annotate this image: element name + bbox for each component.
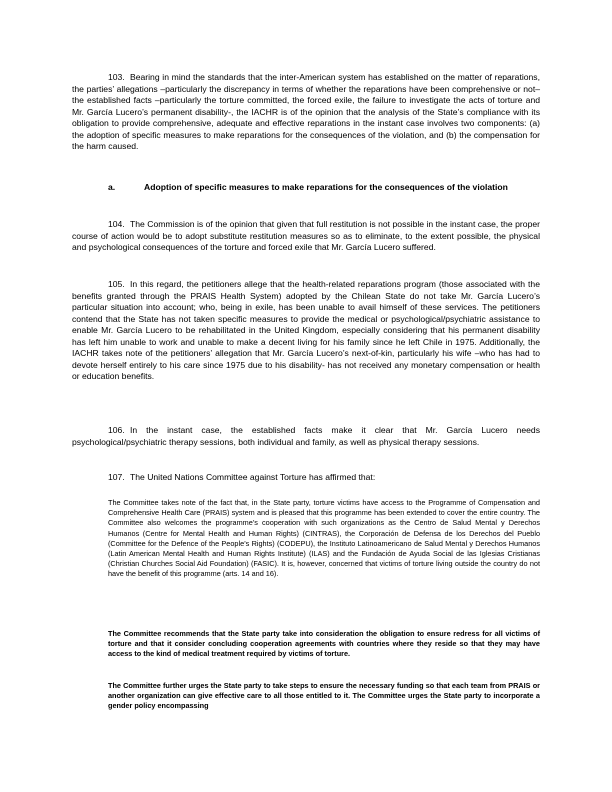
paragraph-number: 105. — [108, 279, 125, 289]
paragraph-text: The United Nations Committee against Torture has affirmed that: — [130, 472, 376, 482]
paragraph-text: Bearing in mind the standards that the inter-American system has established on the matter of reparations, the parties’ allegations –particularly the discrepancy in terms of whether the reparations have been comprehensive or not– the established facts –particularly the torture committed, the forced exile, the failure to investigate the acts of torture and Mr. García Lucero’s permanent disability-, the IACHR is of the opinion that the analysis of the State’s compliance with its obligation to provide comprehensive, adequate and effective reparations in the instant case involves two components: (a) the adoption of specific measures to make reparations for the consequences of the violation, and (b) the compensation for the harm caused. — [72, 72, 540, 151]
paragraph-104 — [72, 219, 540, 254]
paragraph-number: 107. — [108, 472, 125, 482]
paragraph-text: In the instant case, the established facts make it clear that Mr. García Lucero needs psychological/psychiatric therapy sessions, both individual and family, as well as physical therapy sessions. — [72, 425, 540, 447]
subheading-text: Adoption of specific measures to make reparations for the consequences of the violation — [144, 182, 508, 192]
subheading-letter: a. — [108, 182, 116, 192]
paragraph-number: 106. — [108, 425, 125, 435]
block-quote-1: The Committee takes note of the fact that, in the State party, torture victims have access to the Programme of Compensation and Comprehensive Health Care (PRAIS) system and is pleased that this programme has been extended to cover the entire country. The Committee also welcomes the programme’s cooperation with such organizations as the Centro de Salud Mental y Derechos Humanos (Centre for Mental Health and Human Rights) (CINTRAS), the Corporación de Defensa de los Derechos del Pueblo (Committee for the Defence of the People’s Rights) (CODEPU), the Instituto Latinoamericano de Salud Mental y Derechos Humanos (Latin American Mental Health and Human Rights Institute) (ILAS) and the Fundación de Ayuda Social de las Iglesias Cristianas (Christian Churches Social Aid Foundation) (FASIC). It is, however, concerned that victims of torture living outside the country do not have the benefit of this programme (arts. 14 and 16). — [108, 498, 540, 579]
paragraph-103 — [72, 72, 540, 153]
paragraph-106 — [72, 425, 540, 448]
block-quote-2: The Committee recommends that the State party take into consideration the obligation to ensure redress for all victims of torture and that it consider concluding cooperation agreements with countries where they reside so that they may have access to the kind of medical treatment required by victims of torture. — [108, 629, 540, 659]
paragraph-text: In this regard, the petitioners allege that the health-related reparations program (those associated with the benefits granted through the PRAIS Health System) adopted by the Chilean State do not take Mr. García Lucero’s particular situation into account; who, being in exile, has been unable to avail himself of these services. The petitioners contend that the State has not taken specific measures to provide the medical or psychological/psychiatric assistance to enable Mr. García Lucero to be rehabilitated in the United Kingdom, especially considering that his permanent disability has left him unable to work and unable to make a decent living for his family since he left Chile in 1975. Additionally, the IACHR takes note of the petitioners’ allegation that Mr. García Lucero’s next-of-kin, particularly his wife –who has had to devote herself entirely to his care since 1975 due to his disability- has not received any monetary compensation or health or education benefits. — [72, 279, 540, 381]
paragraph-107 — [72, 472, 540, 484]
block-quote-3: The Committee further urges the State party to take steps to ensure the necessary funding so that each team from PRAIS or another organization can give effective care to all those entitled to it. The Committee urges the State party to incorporate a gender policy encompassing — [108, 681, 540, 711]
paragraph-text: The Commission is of the opinion that given that full restitution is not possible in the instant case, the proper course of action would be to adopt substitute restitution measures so as to eliminate, to the extent possible, the physical and psychological consequences of the torture and forced exile that Mr. García Lucero suffered. — [72, 219, 540, 252]
paragraph-number: 104. — [108, 219, 125, 229]
subheading-a — [72, 182, 540, 194]
paragraph-105 — [72, 279, 540, 383]
paragraph-number: 103. — [108, 72, 125, 82]
